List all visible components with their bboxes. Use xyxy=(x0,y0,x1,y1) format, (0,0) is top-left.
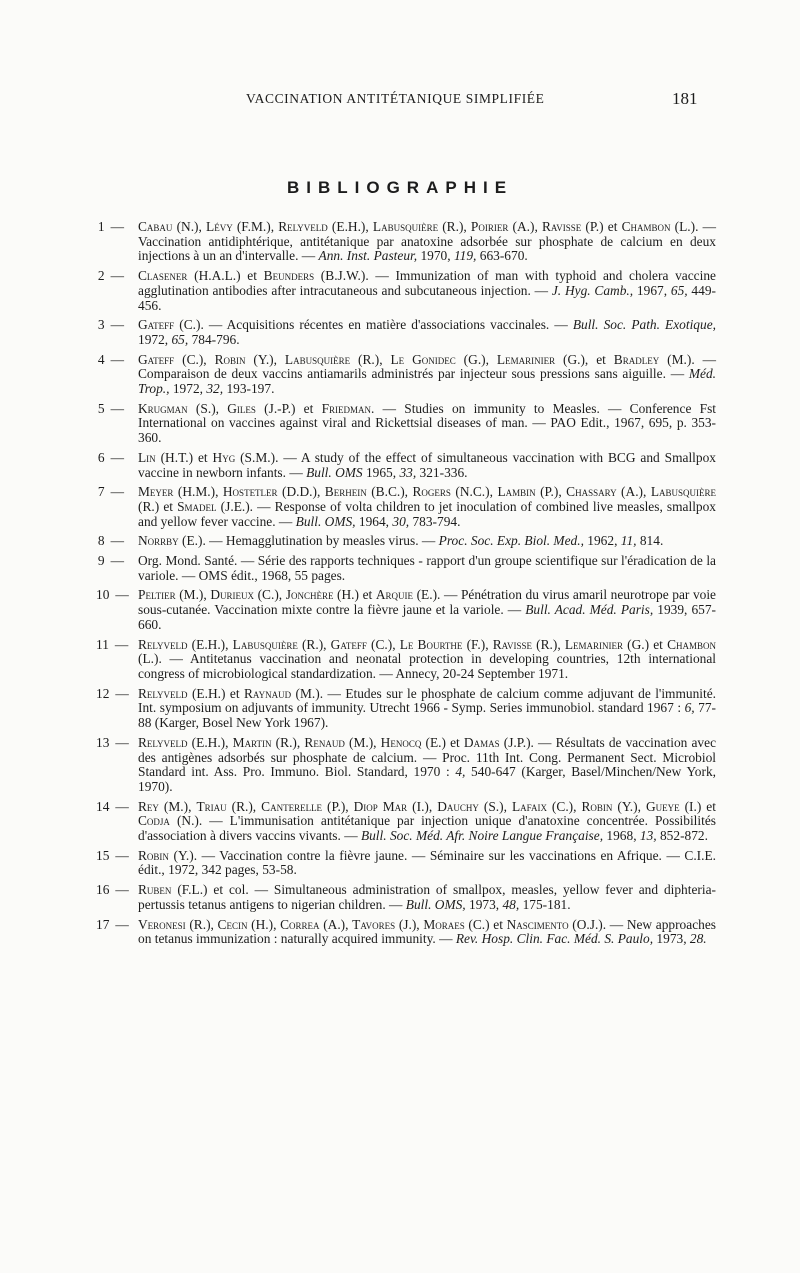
reference-text-segment: 1973, xyxy=(653,931,690,947)
reference-text-segment: (E.) et xyxy=(421,734,464,750)
reference-number: 4 — xyxy=(97,351,124,367)
author-name: Hostetler xyxy=(222,484,278,500)
reference-item xyxy=(96,220,716,264)
reference-text-segment: 1965, xyxy=(362,464,400,480)
reference-text-segment: (R.), xyxy=(531,636,565,652)
reference-text-segment: (G.) et xyxy=(623,636,668,652)
author-name: Henocq xyxy=(380,734,422,750)
author-name: Durieux xyxy=(210,587,254,603)
reference-text-segment: (N.C.), xyxy=(450,484,498,500)
journal-citation: Rev. Hosp. Clin. Fac. Méd. S. Paulo, xyxy=(455,931,654,947)
reference-text-segment: (E.). — Hemagglutination by measles virus. — xyxy=(178,533,439,549)
reference-item xyxy=(96,588,716,632)
author-name: Gateff xyxy=(330,636,367,652)
reference-item xyxy=(96,687,716,731)
author-name: Hyg xyxy=(212,449,236,465)
reference-text-segment: (C.), xyxy=(174,351,215,367)
reference-number: 8 — xyxy=(97,533,124,549)
author-name: Cabau xyxy=(138,219,173,234)
reference-number: 1 — xyxy=(97,219,124,234)
author-name: Martin xyxy=(232,734,272,750)
reference-text-segment: 663-670. xyxy=(476,248,528,264)
author-name: Canterelle xyxy=(261,798,323,814)
reference-text-segment: (M.), xyxy=(175,587,211,603)
author-name: Rogers xyxy=(412,484,451,500)
reference-text-segment: (N.). — L'immunisation antitétanique par injection unique d'anatoxine concentrée. Possibilités d'association à divers vaccins vivants. — xyxy=(138,813,716,844)
reference-text-segment: (G.), et xyxy=(555,351,614,367)
reference-item xyxy=(96,402,716,446)
author-name: Friedman xyxy=(321,400,372,416)
journal-citation: 28. xyxy=(689,931,707,947)
journal-citation: Bull. Acad. Méd. Paris, xyxy=(525,602,654,618)
journal-citation: 119, xyxy=(453,248,477,264)
reference-item xyxy=(96,534,716,549)
author-name: Berhein xyxy=(324,484,367,500)
author-name: Chassary xyxy=(566,484,617,500)
reference-text-segment: (P.) et xyxy=(581,219,622,234)
reference-text-segment: (R.), xyxy=(226,798,262,814)
reference-number: 15 — xyxy=(96,847,129,863)
author-name: Relyveld xyxy=(278,219,328,234)
journal-citation: 48, xyxy=(502,896,520,912)
reference-text-segment: (M.). — Comparaison de deux vaccins antiamarils administrés par injecteur sous pressions sans aiguille. — xyxy=(138,351,716,382)
reference-text-segment: (J.-P.) et xyxy=(255,400,322,416)
author-name: Relyveld xyxy=(138,685,188,701)
author-name: Krugman xyxy=(138,400,188,416)
author-name: Gateff xyxy=(138,317,175,333)
reference-text-segment: 77-88 (Karger, Bosel New York 1967). xyxy=(138,700,716,731)
reference-text-segment: (C.), xyxy=(254,587,286,603)
author-name: Ravisse xyxy=(541,219,582,234)
running-title: VACCINATION ANTITÉTANIQUE SIMPLIFIÉE xyxy=(246,91,545,106)
reference-text-segment: (P.), xyxy=(535,484,567,500)
author-name: Le Bourthe xyxy=(399,636,463,652)
journal-citation: 11, xyxy=(620,533,637,549)
author-name: Damas xyxy=(463,734,500,750)
reference-text xyxy=(138,533,663,548)
reference-text xyxy=(138,917,716,947)
reference-text xyxy=(138,686,716,730)
reference-text-segment: (Y.), xyxy=(245,351,285,367)
reference-text-segment: (A.), xyxy=(616,484,651,500)
reference-text-segment: (F.M.), xyxy=(232,219,279,234)
author-name: Giles xyxy=(227,400,256,416)
author-name: Gateff xyxy=(138,351,175,367)
author-name: Cecin xyxy=(217,916,248,932)
reference-item xyxy=(96,269,716,313)
journal-citation: J. Hyg. Camb., xyxy=(551,282,634,298)
author-name: Robin xyxy=(138,847,169,863)
reference-text xyxy=(138,735,716,794)
journal-citation: Bull. OMS, xyxy=(295,513,356,529)
author-name: Codja xyxy=(138,813,170,829)
reference-text xyxy=(138,799,716,843)
author-name: Clasener xyxy=(138,268,188,284)
author-name: Chambon xyxy=(621,219,671,234)
author-name: Chambon xyxy=(667,636,716,652)
reference-text-segment: (F.L.) et col. — Simultaneous administration of smallpox, measles, yellow fever and diphteria-pertussis tetanus antigens to nigerian children. — xyxy=(138,882,716,912)
author-name: Robin xyxy=(214,351,246,367)
author-name: Ravisse xyxy=(492,636,532,652)
journal-citation: 30, xyxy=(392,513,410,529)
reference-item xyxy=(96,918,716,947)
author-name: Norrby xyxy=(138,533,179,549)
reference-text xyxy=(138,637,716,681)
author-name: Arquie xyxy=(375,587,413,603)
reference-text-segment: (E.H.), xyxy=(187,636,233,652)
reference-text-segment: 1962, xyxy=(583,533,621,549)
reference-number: 9 — xyxy=(97,553,124,569)
reference-text-segment: 1973, xyxy=(465,896,503,912)
reference-text xyxy=(138,268,716,312)
author-name: Poirier xyxy=(470,219,509,234)
author-name: Veronesi xyxy=(138,916,186,932)
section-title: BIBLIOGRAPHIE xyxy=(286,178,514,197)
reference-list xyxy=(96,220,716,952)
reference-text-segment: Org. Mond. Santé. — Série des rapports techniques - rapport d'un groupe scientifique sur l'éradication de la variole. — OMS édit., 1968, 55 pages. xyxy=(138,553,716,583)
journal-citation: Bull. OMS, xyxy=(405,896,466,912)
reference-item xyxy=(96,353,716,397)
journal-citation: 13, xyxy=(639,828,657,844)
reference-text-segment: 852-872. xyxy=(656,828,708,844)
reference-text xyxy=(138,587,716,631)
author-name: Labusquière xyxy=(650,484,716,500)
reference-text-segment: 783-794. xyxy=(409,513,461,529)
author-name: Lin xyxy=(138,449,156,465)
author-name: Relyveld xyxy=(138,734,188,750)
page-number: 181 xyxy=(672,89,698,108)
reference-text-segment: (A.), xyxy=(319,916,353,932)
author-name: Meyer xyxy=(138,484,174,500)
author-name: Moraes xyxy=(423,916,465,932)
reference-text xyxy=(138,484,716,528)
reference-text xyxy=(138,848,716,878)
author-name: Lévy xyxy=(206,219,233,234)
reference-number: 10 — xyxy=(96,587,129,603)
reference-text-segment: (D.D.), xyxy=(277,484,325,500)
reference-item xyxy=(96,736,716,795)
journal-citation: Bull. OMS xyxy=(306,464,363,480)
reference-text-segment: (L.). — Antitetanus vaccination and neonatal protection in developing countries, 12th international congress of microbiological standardization. — Annecy, 20-24 September 1971. xyxy=(138,651,716,681)
reference-item xyxy=(96,318,716,347)
reference-text-segment: 175-181. xyxy=(519,896,571,912)
reference-text xyxy=(138,219,716,263)
reference-text-segment: (R.), xyxy=(271,734,305,750)
reference-text-segment: 1964, xyxy=(355,513,393,529)
reference-number: 14 — xyxy=(96,798,129,814)
reference-text-segment: (J.P.). — Résultats de vaccination avec des antigènes adsorbés sur phosphate de calcium. — Proc. 11th Int. Cong. Permanent Sect. Microbiol Standard int. Ass. Pro. Immuno. Biol. Standard, 1970 : xyxy=(138,734,717,780)
reference-item xyxy=(96,451,716,480)
reference-text-segment: (L.). — Vaccination antidiphtérique, antitétanique par anatoxine adsorbée sur phosphate de calcium en deux injections à un an d'intervalle. — xyxy=(138,219,716,264)
reference-text xyxy=(138,317,716,347)
journal-citation: 65, xyxy=(670,282,688,298)
reference-text-segment: 1972, xyxy=(138,331,172,347)
reference-text-segment: (P.), xyxy=(322,798,354,814)
reference-text-segment: (E.H.) et xyxy=(187,685,244,701)
reference-text-segment: 193-197. xyxy=(223,381,275,397)
reference-text xyxy=(138,401,716,445)
reference-text-segment: (Y.). — Vaccination contre la fièvre jaune. — Séminaire sur les vaccinations en Afrique. — C.I.E. édit., 1972, 342 pages, 53-58. xyxy=(138,847,716,878)
reference-text-segment: 321-336. xyxy=(416,464,468,480)
author-name: Robin xyxy=(581,798,613,814)
reference-text-segment: (I.) et xyxy=(679,798,716,814)
reference-text xyxy=(138,450,716,480)
author-name: Peltier xyxy=(138,587,176,603)
reference-text-segment: (M.). — Etudes sur le phosphate de calcium comme adjuvant de l'immunité. Int. symposium on adjuvants of immunity. Utrecht 1966 - Symp. Series immunobiol. standard 1967 : xyxy=(138,685,717,716)
journal-citation: Bull. Soc. Méd. Afr. Noire Langue Française, xyxy=(360,828,604,844)
journal-citation: 4, xyxy=(455,764,466,780)
reference-text-segment: (S.), xyxy=(478,798,512,814)
author-name: Labusquière xyxy=(372,219,439,234)
journal-citation: Proc. Soc. Exp. Biol. Med., xyxy=(438,533,584,549)
reference-text-segment: (J.E.). — Response of volta children to jet inoculation of combined live measles, smallpox and yellow fever vaccine. — xyxy=(138,498,717,529)
reference-number: 7 — xyxy=(97,484,124,500)
reference-text-segment: 1968, xyxy=(603,828,640,844)
reference-number: 11 — xyxy=(96,636,129,652)
reference-text-segment: (R.), xyxy=(297,636,331,652)
reference-text xyxy=(138,352,716,396)
reference-number: 17 — xyxy=(96,916,129,932)
reference-number: 2 — xyxy=(97,268,124,284)
reference-text-segment: (H.) et xyxy=(333,587,376,603)
author-name: Jonchère xyxy=(285,587,334,603)
reference-text-segment: (R.), xyxy=(350,351,391,367)
reference-text-segment: (E.H.), xyxy=(187,734,233,750)
reference-text xyxy=(138,553,716,583)
reference-text-segment: (Y.), xyxy=(612,798,646,814)
reference-text-segment: (C.). — Acquisitions récentes en matière d'associations vaccinales. — xyxy=(174,317,573,333)
reference-text-segment: 814. xyxy=(636,533,664,549)
author-name: Beunders xyxy=(263,268,315,284)
reference-text-segment: 784-796. xyxy=(188,331,240,347)
reference-text-segment: (M.), xyxy=(344,734,381,750)
author-name: Gueye xyxy=(645,798,680,814)
reference-item xyxy=(96,638,716,682)
reference-text-segment: (E.H.), xyxy=(327,219,373,234)
reference-number: 12 — xyxy=(96,685,129,701)
journal-citation: Ann. Inst. Pasteur, xyxy=(318,248,418,264)
journal-citation: Bull. Soc. Path. Exotique, xyxy=(572,317,716,333)
author-name: Renaud xyxy=(304,734,345,750)
reference-text-segment: (R.), xyxy=(185,916,218,932)
author-name: Lemarinier xyxy=(564,636,624,652)
reference-text-segment: 1970, xyxy=(417,248,454,264)
reference-item xyxy=(96,485,716,529)
reference-text-segment: 1939, 657-660. xyxy=(138,602,716,632)
author-name: Raynaud xyxy=(243,685,292,701)
reference-text-segment: (H.M.), xyxy=(173,484,223,500)
author-name: Ruben xyxy=(138,882,172,898)
journal-citation: Méd. Trop., xyxy=(138,366,716,397)
reference-text-segment: . — Studies on immunity to Measles. — Conference Fst International on vaccines against viral and Rickettsial diseases of man. — PAO Edit., 1967, 695, p. 353-360. xyxy=(138,400,717,446)
author-name: Labusquière xyxy=(232,636,298,652)
author-name: Dauchy xyxy=(437,798,479,814)
reference-text-segment: 1972, xyxy=(169,381,207,397)
author-name: Tavores xyxy=(352,916,396,932)
reference-item xyxy=(96,883,716,912)
reference-text-segment: (S.M.). — A study of the effect of simultaneous vaccination with BCG and Smallpox vaccine in newborn infants. — xyxy=(138,449,716,480)
reference-number: 6 — xyxy=(97,449,124,465)
reference-text-segment: (A.), xyxy=(508,219,542,234)
author-name: Bradley xyxy=(613,351,660,367)
author-name: Nascimento xyxy=(506,916,569,932)
reference-text xyxy=(138,882,716,912)
reference-text-segment: (H.), xyxy=(247,916,281,932)
reference-text-segment: (H.A.L.) et xyxy=(187,268,264,284)
reference-text-segment: (M.), xyxy=(158,798,197,814)
reference-item xyxy=(96,554,716,583)
reference-text-segment: 540-647 (Karger, Basel/Minchen/New York, 1970). xyxy=(138,764,716,794)
reference-text-segment: (R.) et xyxy=(138,498,178,514)
reference-number: 5 — xyxy=(97,400,124,416)
author-name: Smadel xyxy=(177,498,217,514)
journal-citation: 6, xyxy=(684,700,695,716)
reference-text-segment: (B.J.W.). — Immunization of man with typhoid and cholera vaccine agglutination antibodies after intracutaneous and subcutaneous injection. — xyxy=(138,268,716,298)
reference-item xyxy=(96,849,716,878)
reference-text-segment: (C.), xyxy=(546,798,582,814)
reference-text-segment: (R.), xyxy=(438,219,471,234)
author-name: Le Gonidec xyxy=(390,351,456,367)
journal-citation: 33, xyxy=(399,464,417,480)
reference-text-segment: (J.), xyxy=(395,916,424,932)
author-name: Lafaix xyxy=(511,798,547,814)
author-name: Labusquière xyxy=(284,351,351,367)
reference-text-segment: (E.). — Pénétration du virus amaril neurotrope par voie sous-cutanée. Vaccination mixte contre la fièvre jaune et la variole. — xyxy=(138,587,716,618)
reference-number: 3 — xyxy=(97,317,124,333)
reference-text-segment: (H.T.) et xyxy=(155,449,213,465)
reference-number: 16 — xyxy=(96,882,129,898)
journal-citation: 65, xyxy=(171,331,189,347)
reference-number: 13 — xyxy=(96,734,129,750)
reference-text-segment: (C.) et xyxy=(464,916,507,932)
author-name: Correa xyxy=(280,916,320,932)
reference-text-segment: (C.), xyxy=(366,636,400,652)
journal-citation: 32, xyxy=(206,381,224,397)
reference-text-segment: (G.), xyxy=(455,351,497,367)
author-name: Lambin xyxy=(497,484,536,500)
reference-text-segment: (I.), xyxy=(407,798,438,814)
author-name: Diop Mar xyxy=(353,798,408,814)
reference-text-segment: 1967, xyxy=(633,282,671,298)
author-name: Triau xyxy=(196,798,227,814)
reference-text-segment: (B.C.), xyxy=(366,484,413,500)
author-name: Lemarinier xyxy=(496,351,556,367)
reference-text-segment: (N.), xyxy=(172,219,207,234)
reference-text-segment: (O.J.). — New approaches on tetanus immunization : naturally acquired immunity. — xyxy=(138,916,716,947)
reference-text-segment: (S.), xyxy=(187,400,228,416)
reference-item xyxy=(96,800,716,844)
reference-text-segment: 449-456. xyxy=(138,282,716,313)
author-name: Relyveld xyxy=(138,636,188,652)
author-name: Rey xyxy=(138,798,159,814)
reference-text-segment: (F.), xyxy=(462,636,493,652)
